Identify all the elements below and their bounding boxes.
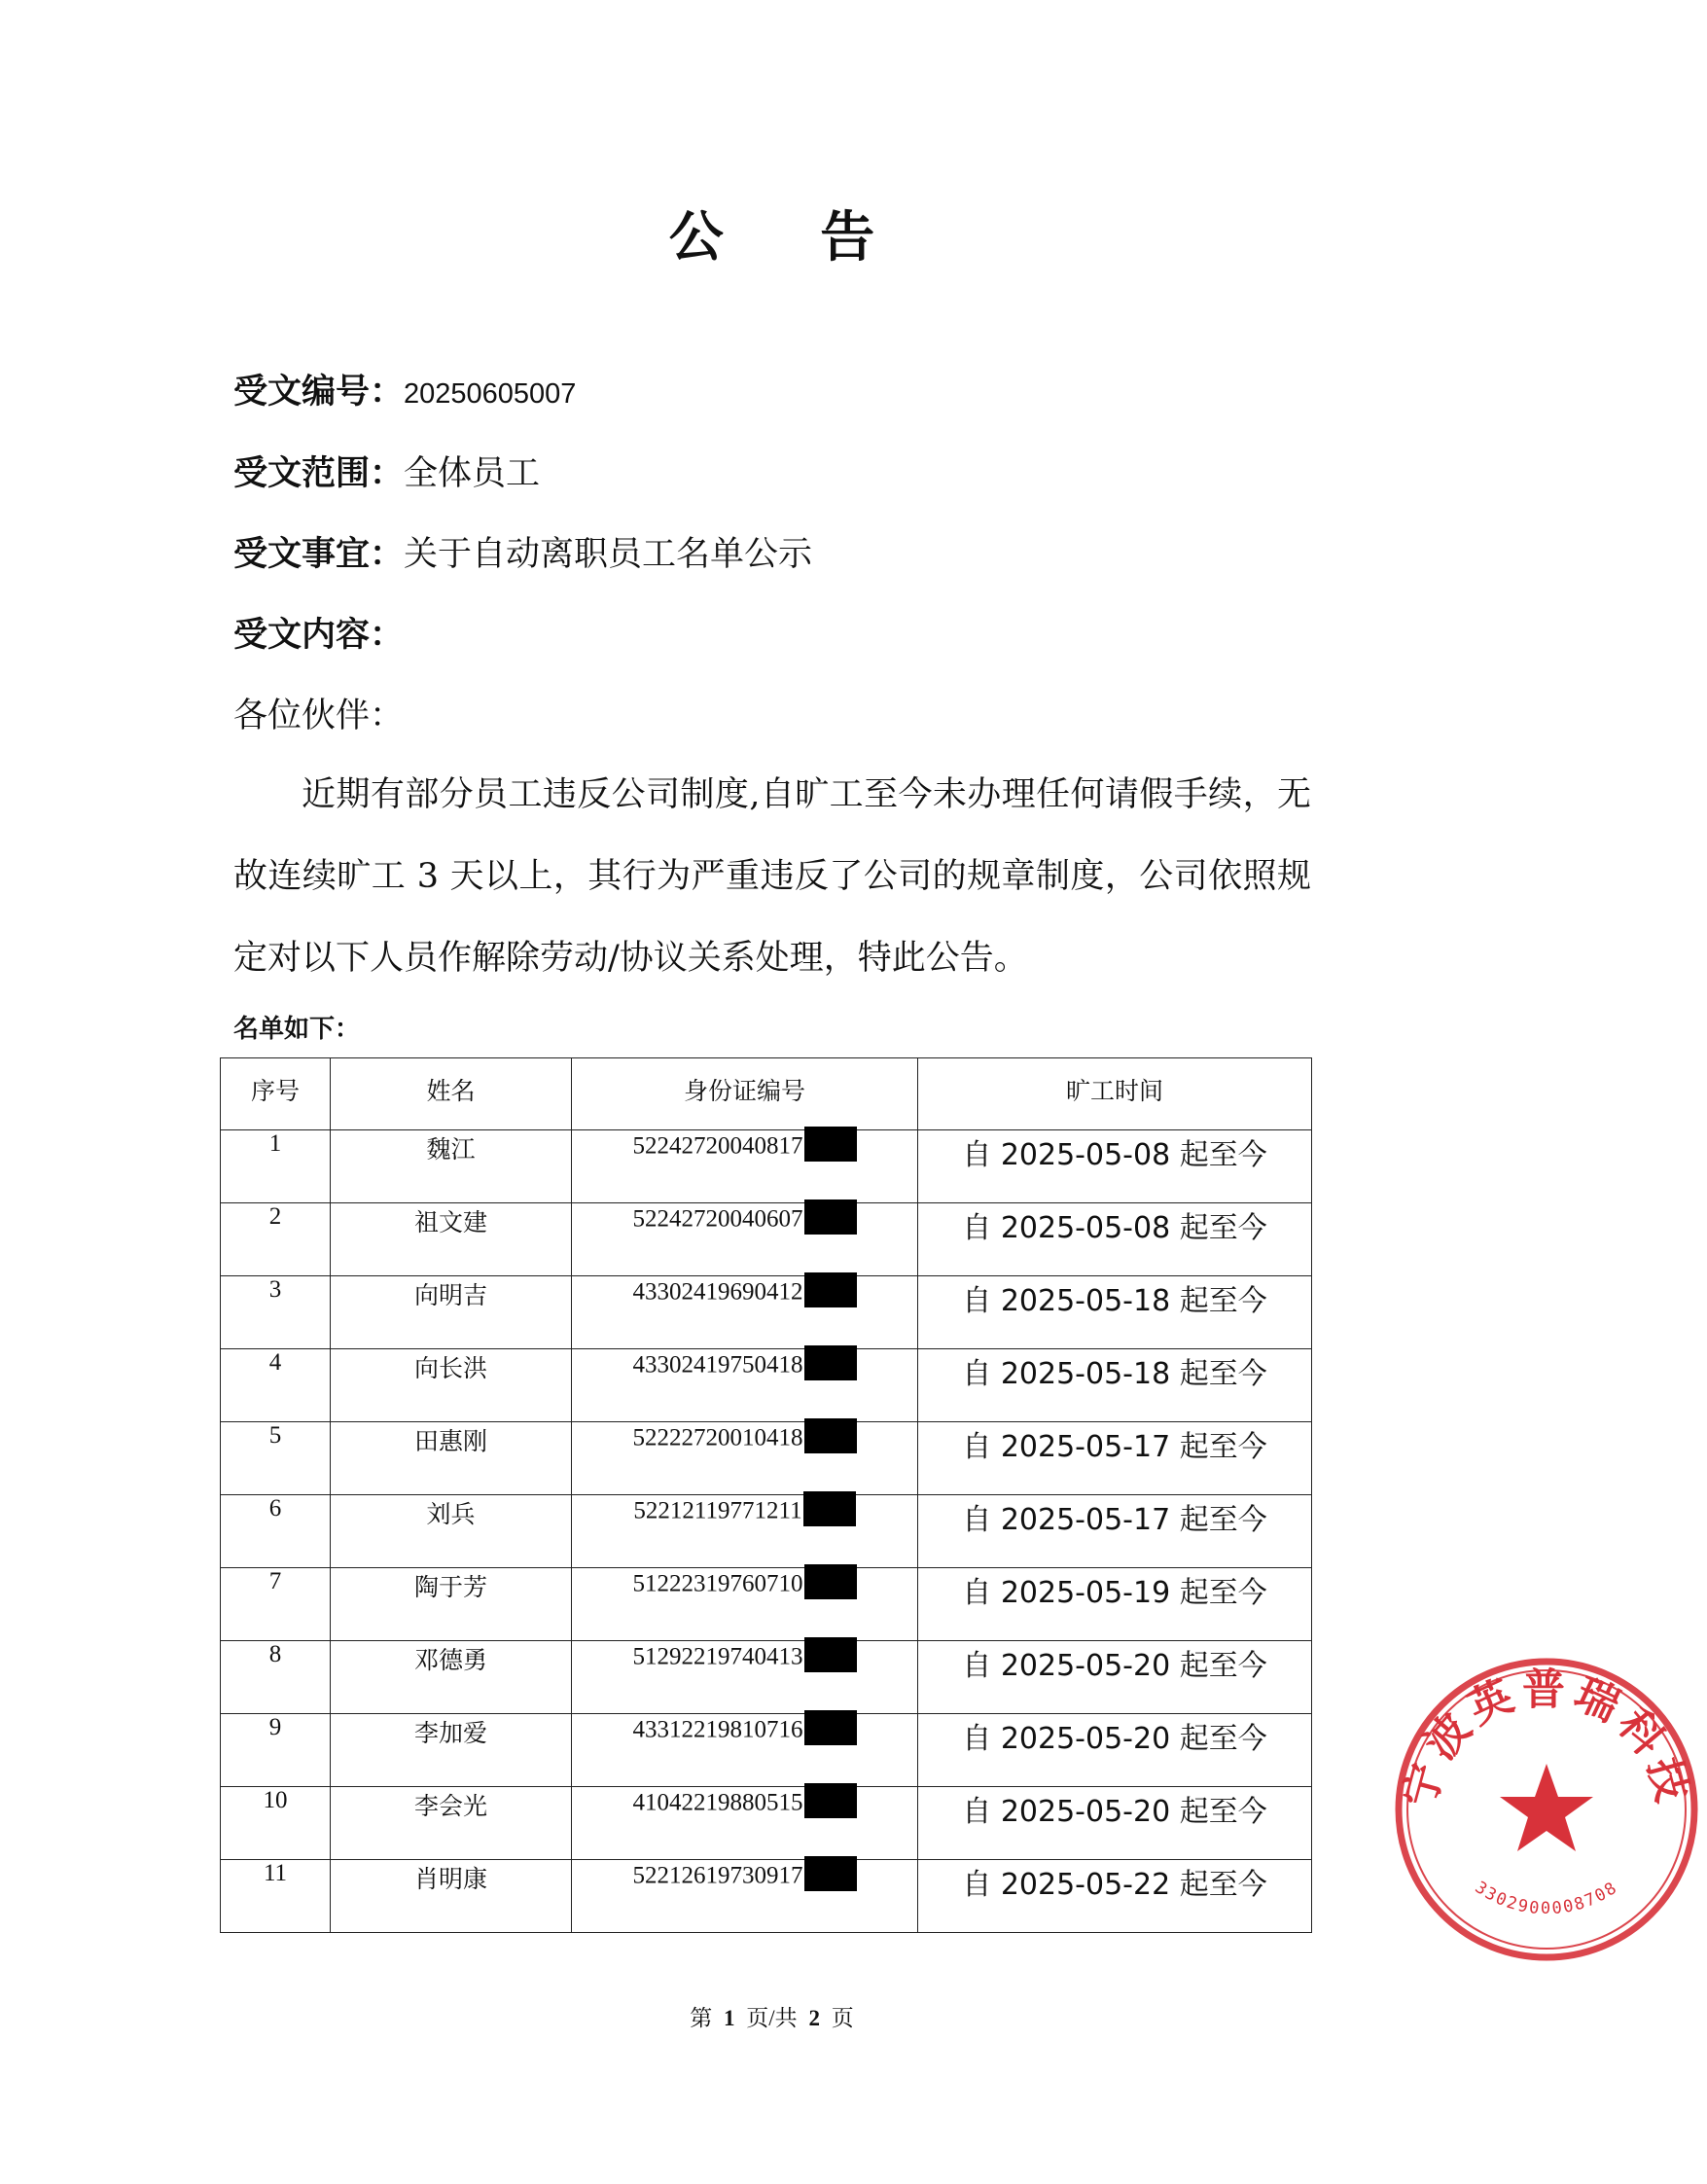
row-name-cell <box>331 1860 572 1933</box>
footer-prefix: 第 <box>690 2006 713 2030</box>
row-seq: 9 <box>268 1714 282 1740</box>
redaction-block <box>804 1637 857 1672</box>
row-absence-time-cell <box>918 1422 1312 1495</box>
row-absence-time-cell <box>918 1860 1312 1933</box>
row-name: 陶于芳 <box>413 1573 487 1601</box>
row-id-number: 41042219880515 <box>632 1789 803 1816</box>
row-name: 向明吉 <box>413 1281 487 1309</box>
row-id-number-cell <box>572 1276 918 1349</box>
doc-matter-value: 关于自动离职员工名单公示 <box>404 535 813 574</box>
page-title: 公 告 <box>668 206 914 269</box>
greeting <box>233 689 404 737</box>
row-seq: 11 <box>263 1860 288 1886</box>
row-name: 李会光 <box>413 1792 487 1820</box>
redaction-block <box>804 1127 857 1162</box>
row-seq-cell <box>221 1495 331 1568</box>
list-heading: 名单如下： <box>233 1015 361 1044</box>
footer-page-number: 1 <box>724 2006 735 2030</box>
redaction-block <box>804 1856 857 1891</box>
row-seq-cell <box>221 1860 331 1933</box>
row-name: 祖文建 <box>413 1208 487 1236</box>
header-name: 姓名 <box>331 1058 572 1130</box>
row-id-number: 51222319760710 <box>632 1570 803 1597</box>
row-id-number-cell <box>572 1130 918 1203</box>
doc-scope-value: 全体员工 <box>404 454 541 493</box>
row-name-cell <box>331 1349 572 1422</box>
row-seq: 7 <box>268 1568 282 1594</box>
redaction-block <box>803 1491 856 1526</box>
row-absence-time: 自 2025-05-18 起至今 <box>962 1284 1267 1318</box>
page-footer <box>0 2000 1544 2032</box>
row-name-cell <box>331 1495 572 1568</box>
redaction-block <box>804 1345 857 1380</box>
table-row <box>221 1130 1312 1203</box>
row-name-cell <box>331 1641 572 1714</box>
row-absence-time: 自 2025-05-19 起至今 <box>962 1576 1267 1610</box>
row-name: 李加爱 <box>413 1719 487 1747</box>
table-row <box>221 1495 1312 1568</box>
row-seq-cell <box>221 1422 331 1495</box>
doc-matter-field <box>233 527 812 576</box>
table-header-row <box>221 1058 1312 1130</box>
row-absence-time: 自 2025-05-20 起至今 <box>962 1722 1267 1756</box>
footer-mid: 页/共 <box>746 2006 798 2030</box>
row-absence-time-cell <box>918 1349 1312 1422</box>
table-row <box>221 1787 1312 1860</box>
row-absence-time-cell <box>918 1787 1312 1860</box>
table-body <box>221 1130 1312 1933</box>
row-id-number-cell <box>572 1495 918 1568</box>
redaction-block <box>804 1564 857 1599</box>
row-name-cell <box>331 1422 572 1495</box>
table-row <box>221 1714 1312 1787</box>
row-id-number-cell <box>572 1860 918 1933</box>
doc-number-label: 受文编号： <box>233 373 405 412</box>
row-id-number-cell <box>572 1714 918 1787</box>
row-absence-time: 自 2025-05-18 起至今 <box>962 1357 1267 1391</box>
row-absence-time: 自 2025-05-17 起至今 <box>962 1430 1267 1464</box>
row-absence-time: 自 2025-05-08 起至今 <box>962 1138 1267 1172</box>
row-name: 魏江 <box>426 1135 476 1164</box>
row-seq-cell <box>221 1568 331 1641</box>
row-seq-cell <box>221 1641 331 1714</box>
redaction-block <box>804 1710 857 1745</box>
redaction-block <box>804 1783 857 1818</box>
row-name-cell <box>331 1276 572 1349</box>
row-seq-cell <box>221 1349 331 1422</box>
table-row <box>221 1276 1312 1349</box>
table-row <box>221 1203 1312 1276</box>
row-absence-time-cell <box>918 1641 1312 1714</box>
row-absence-time-cell <box>918 1203 1312 1276</box>
redaction-block <box>804 1199 857 1235</box>
row-seq-cell <box>221 1130 331 1203</box>
row-absence-time: 自 2025-05-20 起至今 <box>962 1795 1267 1829</box>
row-absence-time: 自 2025-05-17 起至今 <box>962 1503 1267 1537</box>
seal-code: 3302900008708 <box>1471 1878 1622 1919</box>
doc-content-label: 受文内容： <box>233 616 405 655</box>
footer-suffix: 页 <box>831 2006 854 2030</box>
row-absence-time: 自 2025-05-20 起至今 <box>962 1649 1267 1683</box>
row-absence-time-cell <box>918 1276 1312 1349</box>
row-id-number: 52212119771211 <box>633 1497 802 1524</box>
row-name: 邓德勇 <box>413 1646 487 1674</box>
row-name: 田惠刚 <box>413 1427 487 1455</box>
row-absence-time-cell <box>918 1568 1312 1641</box>
row-id-number: 51292219740413 <box>632 1643 803 1670</box>
header-time: 旷工时间 <box>918 1058 1312 1130</box>
doc-scope-field <box>233 447 540 495</box>
doc-scope-label: 受文范围： <box>233 454 405 493</box>
svg-text:3302900008708 <box>1472 1878 1622 1918</box>
table-row <box>221 1349 1312 1422</box>
row-id-number: 43312219810716 <box>632 1716 803 1743</box>
row-name: 向长洪 <box>413 1354 487 1382</box>
row-name-cell <box>331 1203 572 1276</box>
row-id-number-cell <box>572 1641 918 1714</box>
row-id-number-cell <box>572 1422 918 1495</box>
company-seal <box>1386 1649 1707 1970</box>
row-name-cell <box>331 1714 572 1787</box>
row-name-cell <box>331 1787 572 1860</box>
row-seq: 10 <box>263 1787 288 1813</box>
row-id-number: 52222720010418 <box>632 1424 803 1451</box>
row-seq-cell <box>221 1714 331 1787</box>
table-row <box>221 1641 1312 1714</box>
row-name-cell <box>331 1568 572 1641</box>
table-row <box>221 1860 1312 1933</box>
row-name: 刘兵 <box>426 1500 476 1528</box>
row-absence-time-cell <box>918 1495 1312 1568</box>
row-absence-time-cell <box>918 1714 1312 1787</box>
row-seq-cell <box>221 1787 331 1860</box>
row-id-number: 52242720040817 <box>632 1132 803 1160</box>
header-id: 身份证编号 <box>572 1058 918 1130</box>
row-absence-time: 自 2025-05-22 起至今 <box>962 1868 1267 1902</box>
greeting-text: 各位伙伴： <box>233 697 405 735</box>
body-paragraph: 近期有部分员工违反公司制度,自旷工至今未办理任何请假手续，无故连续旷工 3 天以上，其行为严重违反了公司的规章制度，公司依照规定对以下人员作解除劳动/协议关系处理，特此公告。 <box>233 775 1311 978</box>
row-absence-time-cell <box>918 1130 1312 1203</box>
row-seq-cell <box>221 1203 331 1276</box>
footer-total-pages: 2 <box>808 2006 820 2030</box>
row-id-number-cell <box>572 1568 918 1641</box>
row-id-number-cell <box>572 1203 918 1276</box>
row-id-number: 52242720040607 <box>632 1205 803 1233</box>
row-id-number: 43302419750418 <box>632 1351 803 1378</box>
doc-number-value: 20250605007 <box>404 378 577 410</box>
redaction-block <box>804 1272 857 1307</box>
roster-table <box>220 1057 1312 1933</box>
row-id-number: 52212619730917 <box>632 1862 803 1889</box>
row-seq: 8 <box>268 1641 282 1667</box>
row-seq: 2 <box>268 1203 282 1230</box>
row-name: 肖明康 <box>413 1865 487 1893</box>
header-seq: 序号 <box>221 1058 331 1130</box>
doc-number-field <box>233 365 576 413</box>
row-id-number: 43302419690412 <box>632 1278 803 1306</box>
doc-matter-label: 受文事宜： <box>233 535 405 574</box>
row-seq: 4 <box>268 1349 282 1376</box>
table-row <box>221 1568 1312 1641</box>
table-row <box>221 1422 1312 1495</box>
row-seq: 6 <box>268 1495 282 1522</box>
row-seq: 5 <box>268 1422 282 1449</box>
row-seq: 3 <box>268 1276 282 1303</box>
row-id-number-cell <box>572 1349 918 1422</box>
row-absence-time: 自 2025-05-08 起至今 <box>962 1211 1267 1245</box>
row-name-cell <box>331 1130 572 1203</box>
seal-text: 宁波英普瑞科技 <box>1394 1665 1699 1813</box>
row-id-number-cell <box>572 1787 918 1860</box>
row-seq: 1 <box>268 1130 282 1157</box>
row-seq-cell <box>221 1276 331 1349</box>
doc-content-field <box>233 608 404 657</box>
redaction-block <box>804 1418 857 1453</box>
